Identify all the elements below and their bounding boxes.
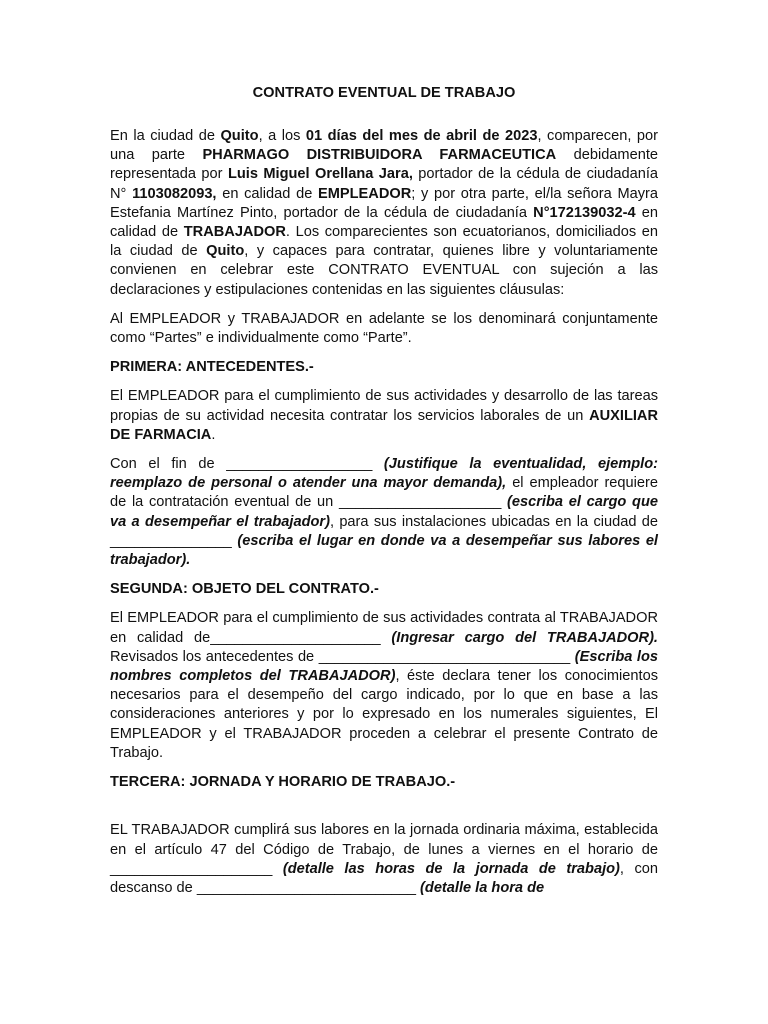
text-segment: , comparecen, por una parte (110, 128, 658, 164)
text-segment: El EMPLEADOR para el cumplimiento de sus actividades contrata al TRABAJADOR en calidad de (110, 610, 658, 646)
fill-in-blank: _______________ (110, 532, 232, 549)
text-segment: En la ciudad de (110, 128, 221, 144)
text-segment: en calidad de (216, 185, 319, 202)
city-name: Quito (206, 243, 245, 260)
employer-role: EMPLEADOR (318, 185, 412, 202)
fill-in-blank: _____________________ (210, 629, 381, 646)
text-segment: , a los (258, 128, 306, 144)
fill-in-blank: __________________ (226, 456, 373, 473)
text-segment: Revisados los antecedentes de (110, 648, 319, 665)
clause-heading-primera: PRIMERA: ANTECEDENTES.- (110, 359, 314, 376)
text-segment: , para sus instalaciones ubicadas en la ciudad de (329, 513, 658, 530)
text-segment: El EMPLEADOR para el cumplimiento de sus actividades y desarrollo de las tareas propias de su actividad necesita contratar los servicios laborales de un (110, 388, 658, 424)
text-segment: . Los comparecientes son ecuatorianos, domiciliados en la ciudad de (110, 224, 658, 260)
representative-name: Luis Miguel Orellana Jara, (227, 166, 413, 183)
contract-date: 01 días del mes de abril de 2023 (305, 128, 538, 144)
fill-in-blank: ___________________________ (196, 879, 416, 896)
instruction-hint: (escriba el cargo que va a desempeñar el trabajador) (110, 494, 658, 530)
worker-role: TRABAJADOR (183, 224, 286, 241)
parties-paragraph: Al EMPLEADOR y TRABAJADOR en adelante se los denominará conjuntamente como “Partes” e individualmente como “Parte”. (110, 310, 658, 347)
instruction-hint: (escriba el lugar en donde va a desempeñar sus labores el trabajador). (110, 532, 658, 569)
instruction-hint: (Justifique la eventualidad, ejemplo: reemplazo de personal o atender una mayor demanda), (110, 456, 658, 492)
tercera-paragraph (110, 821, 658, 898)
text-segment: . (211, 426, 216, 443)
text-segment: ; y por otra parte, el/la señora Mayra Estefania Martínez Pinto, portador de la cédula de ciudadanía (110, 185, 658, 221)
clause-heading-segunda: SEGUNDA: OBJETO DEL CONTRATO.- (110, 581, 379, 598)
text-segment: debidamente representada por (110, 147, 658, 183)
intro-paragraph (110, 127, 658, 300)
instruction-hint: (Escriba los nombres completos del TRABAJADOR) (110, 648, 658, 685)
segunda-paragraph (110, 609, 658, 763)
fill-in-blank: ____________________ (110, 860, 273, 877)
document-title: CONTRATO EVENTUAL DE TRABAJO (252, 85, 516, 101)
text-segment: portador de la cédula de ciudadanía N° (110, 166, 658, 202)
instruction-hint: (Ingresar cargo del TRABAJADOR). (380, 629, 658, 646)
instruction-hint: (detalle la hora de (415, 879, 545, 896)
job-position: AUXILIAR DE FARMACIA (110, 407, 658, 443)
representative-id: 1103082093, (132, 185, 217, 202)
worker-id: N°172139032-4 (533, 204, 636, 221)
fill-in-blank: _______________________________ (318, 648, 571, 665)
text-segment: Con el fin de (110, 456, 227, 473)
primera-paragraph-2 (110, 455, 658, 570)
city-name: Quito (220, 128, 259, 144)
instruction-hint: (detalle las horas de la jornada de trabajo) (272, 860, 620, 877)
text-segment: el empleador requiere de la contratación eventual de un (110, 475, 658, 511)
text-segment: en calidad de (110, 204, 658, 241)
company-name: PHARMAGO DISTRIBUIDORA FARMACEUTICA (202, 147, 557, 164)
text-segment: , con descanso de (110, 860, 659, 896)
primera-paragraph-1 (110, 387, 658, 445)
text-segment: EL TRABAJADOR cumplirá sus labores en la jornada ordinaria máxima, establecida en el artículo 47 del Código de Trabajo, de lunes a viernes en el horario de (110, 822, 658, 858)
text-segment: , y capaces para contratar, quienes libre y voluntariamente convienen en celebrar este CONTRATO EVENTUAL con sujeción a las declaraciones y estipulaciones contenidas en las siguientes cláusulas: (110, 243, 658, 298)
clause-heading-tercera: TERCERA: JORNADA Y HORARIO DE TRABAJO.- (110, 774, 456, 791)
fill-in-blank: ____________________ (338, 494, 502, 511)
text-segment: , éste declara tener los conocimientos necesarios para el desempeño del cargo indicado, por lo que en base a las consideraciones anteriores y por lo expresado en los numerales siguientes, El EMPLEADOR y el TRABAJADOR proceden a celebrar el presente Contrato de Trabajo. (110, 668, 658, 761)
